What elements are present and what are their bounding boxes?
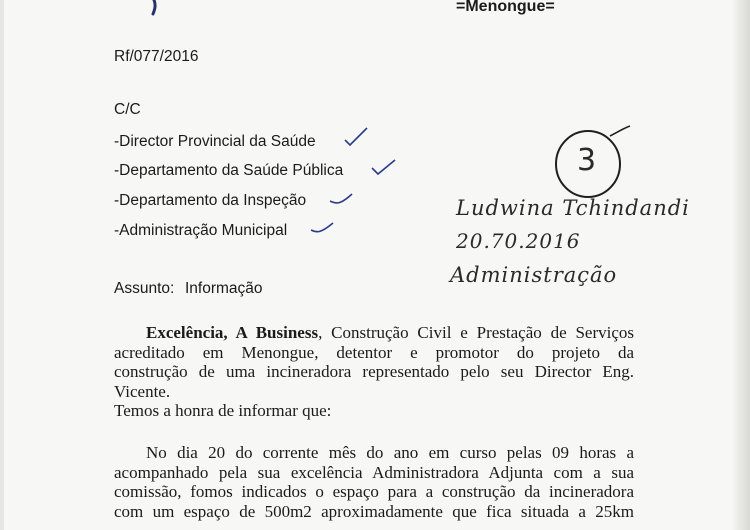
check-mark-1	[343, 126, 371, 148]
body-paragraph-2	[114, 443, 634, 521]
stamp-date: 20.70.2016	[456, 229, 581, 253]
page-left-edge	[0, 0, 4, 530]
subject-label: Assunto:	[114, 280, 175, 297]
subject-value: Informação	[185, 280, 263, 297]
stamp-number: 3	[577, 143, 598, 178]
stamp-name: Ludwina Tchindandi	[456, 196, 690, 220]
check-mark-4	[309, 219, 337, 239]
body-line: Vicente.	[114, 381, 171, 401]
header-city: =Menongue=	[456, 0, 555, 15]
body-line: Temos a honra de informar que:	[114, 401, 332, 420]
cc-recipient-1: -Director Provincial da Saúde	[114, 133, 316, 150]
cc-recipient-3: -Departamento da Inspeção	[114, 192, 307, 209]
reference-number: Rf/077/2016	[114, 48, 199, 65]
body-line: com um espaço de 500m2 aproximadamente que fica situada a 25km	[114, 501, 634, 521]
body-text: , Construção Civil e Prestação de Serviços	[318, 323, 634, 342]
cc-label: C/C	[114, 101, 141, 118]
body-line	[114, 323, 634, 343]
page-right-edge	[732, 0, 750, 530]
pen-mark	[150, 0, 170, 16]
body-line: acreditado em Menongue, detentor e promotor do projeto da	[114, 342, 634, 362]
body-paragraph-1	[114, 323, 634, 421]
body-line: acompanhado pela sua excelência Administradora Adjunta com a sua	[114, 462, 634, 482]
check-mark-3	[328, 190, 356, 210]
cc-recipient-4: -Administração Municipal	[114, 222, 288, 239]
company-name: Excelência, A Business	[146, 323, 319, 342]
body-line: No dia 20 do corrente mês do ano em curso pelas 09 horas a	[146, 443, 634, 462]
body-line: comissão, fomos indicados o espaço para a construção da incineradora	[114, 482, 634, 501]
body-line: construção de uma incineradora representado pelo seu Director Eng.	[114, 362, 634, 381]
check-mark-2	[370, 156, 398, 178]
cc-recipient-2: -Departamento da Saúde Pública	[114, 162, 344, 179]
stamp-office: Administração	[450, 263, 618, 287]
